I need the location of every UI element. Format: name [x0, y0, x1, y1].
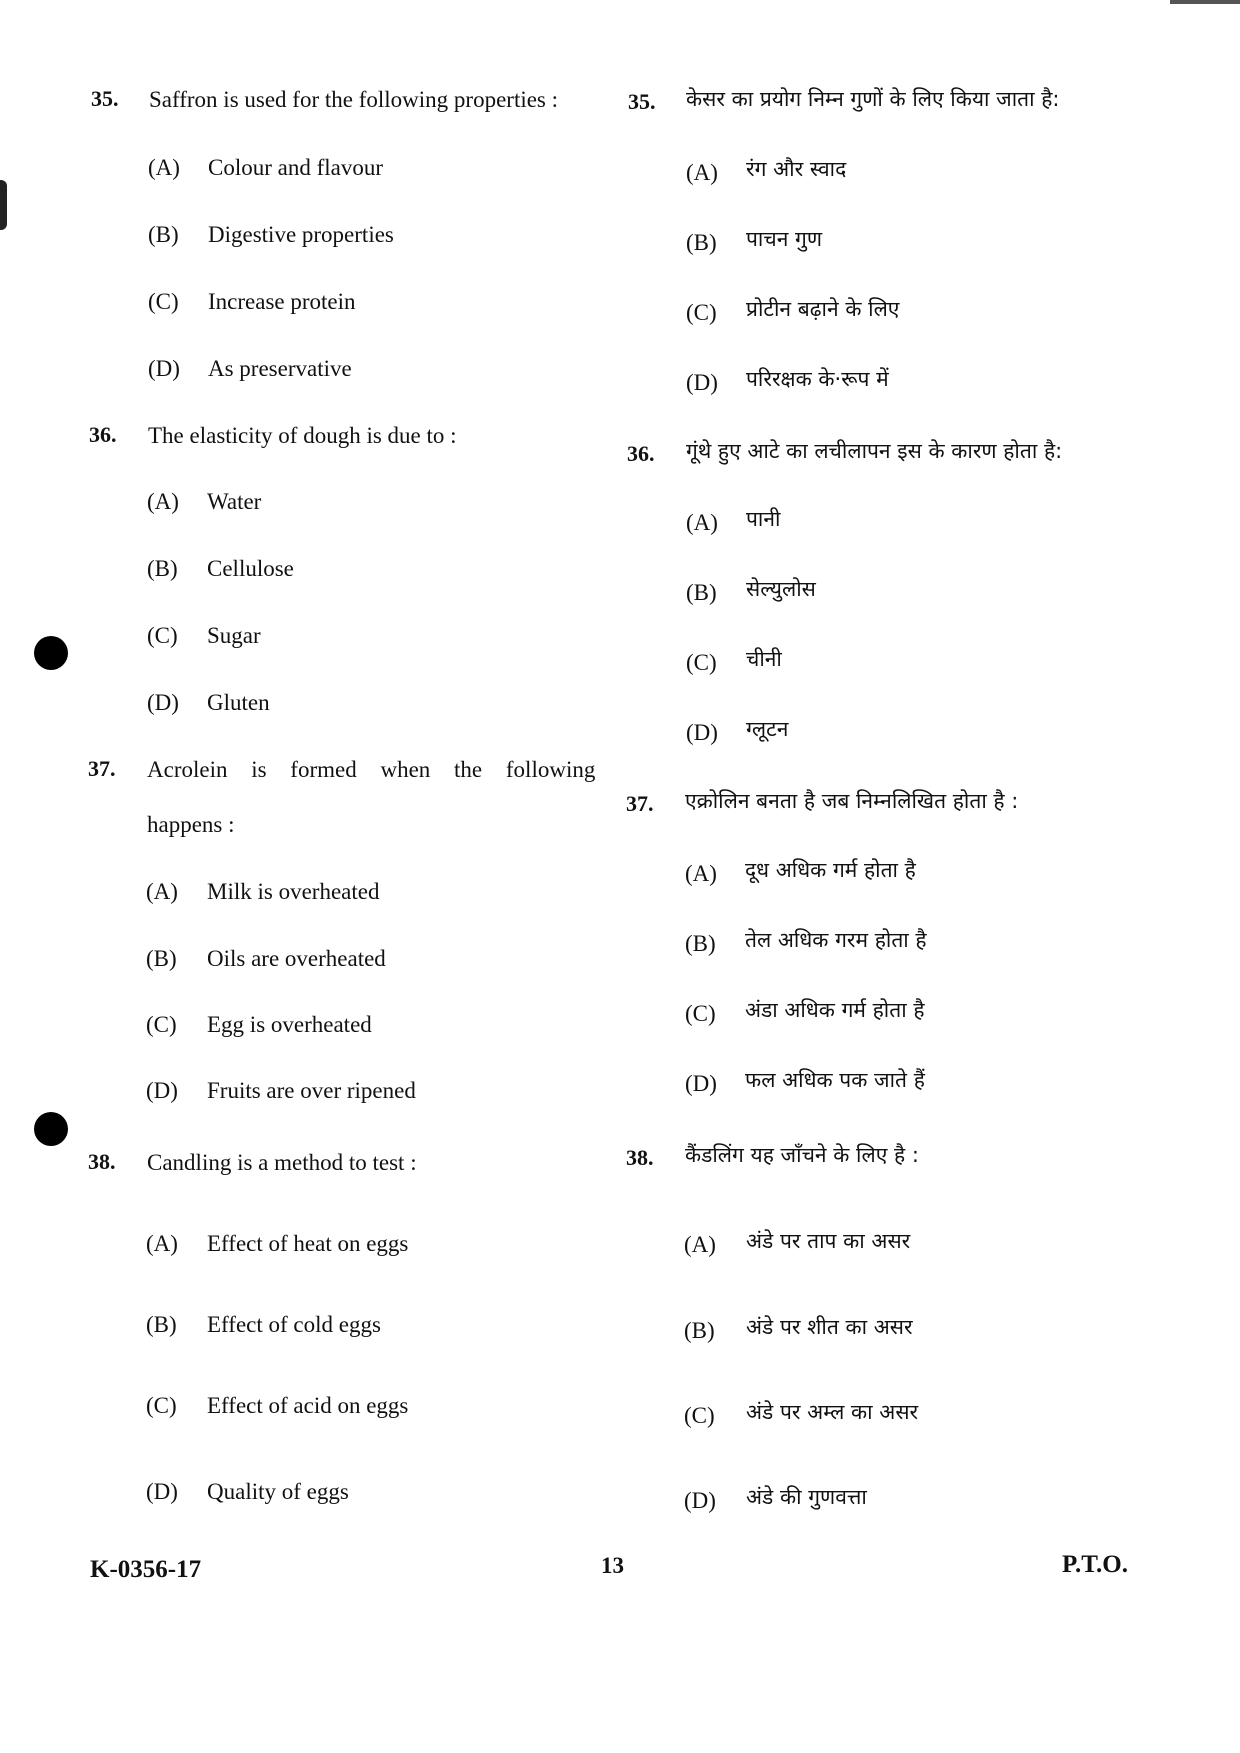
q37-number-hi: 37.	[626, 791, 654, 816]
q37-opt-d-label-hi: (D)	[685, 1071, 717, 1096]
q35-number-en: 35.	[91, 86, 119, 111]
q36-opt-b-text-en: Cellulose	[207, 556, 294, 581]
q38-opt-b-label-hi: (B)	[684, 1318, 715, 1343]
q38-number-hi: 38.	[626, 1145, 654, 1170]
q35-number-hi: 35.	[628, 89, 656, 114]
q37-opt-d-label-en: (D)	[146, 1078, 178, 1103]
punch-hole-bottom	[34, 1112, 68, 1146]
q38-question-hi: कैंडलिंग यह जाँचने के लिए है :	[685, 1143, 919, 1167]
q37-opt-d-text-en: Fruits are over ripened	[207, 1078, 416, 1103]
q35-question-en: Saffron is used for the following properties :	[149, 87, 559, 112]
q36-opt-c-text-hi: चीनी	[746, 647, 782, 671]
q38-question-en: Candling is a method to test :	[147, 1150, 417, 1175]
q36-opt-a-text-en: Water	[207, 489, 262, 514]
q35-opt-c-text-en: Increase protein	[208, 289, 356, 314]
punch-hole-top	[34, 636, 68, 670]
q37-opt-c-label-hi: (C)	[685, 1001, 716, 1026]
q38-opt-b-text-hi: अंडे पर शीत का असर	[746, 1315, 913, 1339]
q37-opt-b-text-hi: तेल अधिक गरम होता है	[745, 928, 927, 952]
q37-opt-b-label-en: (B)	[146, 946, 177, 971]
paper-code: K-0356-17	[90, 1556, 202, 1583]
q35-opt-b-text-hi: पाचन गुण	[746, 227, 823, 251]
q36-opt-d-text-en: Gluten	[207, 690, 270, 715]
q35-opt-b-text-en: Digestive properties	[208, 222, 394, 247]
q35-opt-d-label-en: (D)	[148, 356, 180, 381]
q38-opt-c-label-hi: (C)	[684, 1403, 715, 1428]
pto-label: P.T.O.	[1062, 1551, 1128, 1578]
q37-opt-c-text-en: Egg is overheated	[207, 1012, 372, 1037]
q37-opt-a-label-hi: (A)	[685, 861, 717, 886]
q37-opt-c-label-en: (C)	[146, 1012, 177, 1037]
q36-opt-b-label-en: (B)	[147, 556, 178, 581]
q37-question-en-line2: happens :	[147, 812, 235, 837]
q36-opt-c-label-hi: (C)	[686, 650, 717, 675]
q35-opt-a-text-en: Colour and flavour	[208, 155, 384, 180]
q38-opt-b-text-en: Effect of cold eggs	[207, 1312, 381, 1337]
q35-opt-a-text-hi: रंग और स्वाद	[746, 157, 847, 181]
q35-opt-b-label-hi: (B)	[686, 230, 717, 255]
q38-opt-c-text-en: Effect of acid on eggs	[207, 1393, 409, 1418]
q36-opt-a-label-en: (A)	[147, 489, 179, 514]
q36-opt-d-text-hi: ग्लूटन	[746, 717, 789, 741]
q35-opt-b-label-en: (B)	[148, 222, 179, 247]
q35-opt-d-label-hi: (D)	[686, 370, 718, 395]
q38-number-en: 38.	[88, 1149, 116, 1174]
q38-opt-c-label-en: (C)	[146, 1393, 177, 1418]
q36-opt-b-text-hi: सेल्युलोस	[746, 577, 816, 601]
q37-opt-d-text-hi: फल अधिक पक जाते हैं	[745, 1068, 925, 1092]
q38-opt-b-label-en: (B)	[146, 1312, 177, 1337]
q37-opt-a-text-en: Milk is overheated	[207, 879, 380, 904]
q35-opt-c-label-hi: (C)	[686, 300, 717, 325]
q36-opt-b-label-hi: (B)	[686, 580, 717, 605]
q37-opt-c-text-hi: अंडा अधिक गर्म होता है	[745, 998, 925, 1022]
q35-opt-a-label-en: (A)	[148, 155, 180, 180]
q36-opt-a-label-hi: (A)	[686, 510, 718, 535]
q36-question-hi: गूंथे हुए आटे का लचीलापन इस के कारण होता है:	[686, 439, 1063, 463]
q36-opt-d-label-en: (D)	[147, 690, 179, 715]
q38-opt-c-text-hi: अंडे पर अम्ल का असर	[746, 1400, 919, 1424]
q36-number-en: 36.	[89, 422, 117, 447]
q36-number-hi: 36.	[627, 441, 655, 466]
q35-opt-d-text-hi: परिरक्षक के·रूप में	[746, 367, 889, 391]
q35-opt-d-text-en: As preservative	[208, 356, 352, 381]
q35-opt-a-label-hi: (A)	[686, 160, 718, 185]
q36-opt-a-text-hi: पानी	[746, 507, 781, 531]
q38-opt-a-label-en: (A)	[146, 1231, 178, 1256]
q37-opt-b-label-hi: (B)	[685, 931, 716, 956]
q36-opt-c-text-en: Sugar	[207, 623, 261, 648]
page-number: 13	[601, 1553, 624, 1578]
q36-question-en: The elasticity of dough is due to :	[148, 423, 457, 448]
q37-opt-a-text-hi: दूध अधिक गर्म होता है	[745, 858, 916, 882]
q38-opt-d-label-en: (D)	[146, 1479, 178, 1504]
q37-question-hi: एक्रोलिन बनता है जब निम्नलिखित होता है :	[685, 789, 1019, 813]
q37-opt-b-text-en: Oils are overheated	[207, 946, 386, 971]
q35-opt-c-label-en: (C)	[148, 289, 179, 314]
q38-opt-d-text-hi: अंडे की गुणवत्ता	[746, 1485, 867, 1509]
q35-question-hi: केसर का प्रयोग निम्न गुणों के लिए किया जाता है:	[686, 87, 1060, 111]
q38-opt-a-text-hi: अंडे पर ताप का असर	[746, 1229, 911, 1253]
q37-opt-a-label-en: (A)	[146, 879, 178, 904]
q36-opt-d-label-hi: (D)	[686, 720, 718, 745]
q35-opt-c-text-hi: प्रोटीन बढ़ाने के लिए	[746, 297, 900, 321]
corner-mark	[1170, 0, 1240, 4]
q37-question-en-line1: Acrolein is formed when the following	[147, 757, 596, 782]
q38-opt-d-label-hi: (D)	[684, 1488, 716, 1513]
binding-mark	[0, 180, 7, 230]
q37-number-en: 37.	[88, 756, 116, 781]
q38-opt-a-label-hi: (A)	[684, 1232, 716, 1257]
q38-opt-a-text-en: Effect of heat on eggs	[207, 1231, 409, 1256]
q38-opt-d-text-en: Quality of eggs	[207, 1479, 349, 1504]
q36-opt-c-label-en: (C)	[147, 623, 178, 648]
